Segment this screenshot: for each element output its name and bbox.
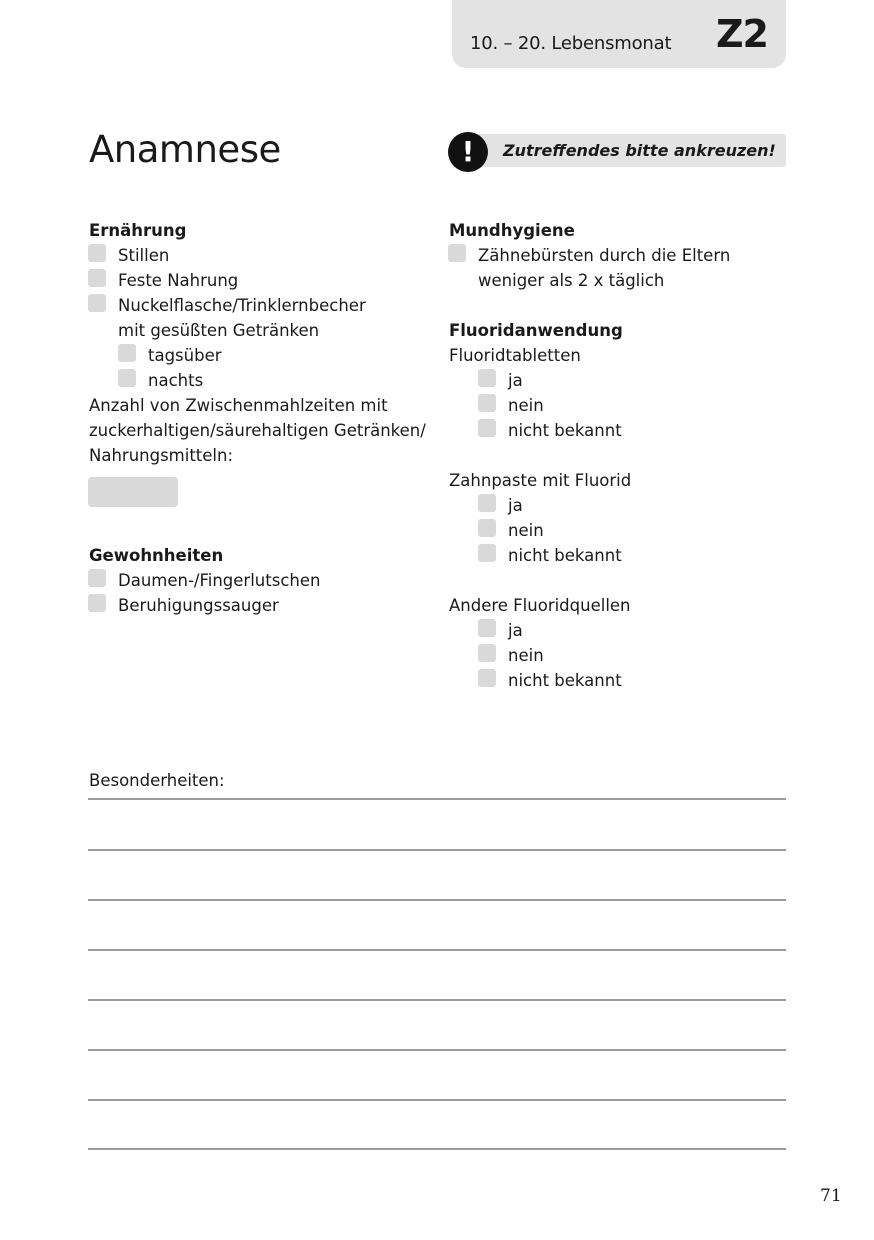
notes-line[interactable] <box>88 899 786 901</box>
checkbox-feste-nahrung[interactable] <box>88 269 106 287</box>
ernaehrung-heading: Ernährung <box>89 221 187 240</box>
checkbox-stillen[interactable] <box>88 244 106 262</box>
notes-line[interactable] <box>88 949 786 951</box>
label-nuckelflasche: Nuckelflasche/Trinklernbecher <box>118 296 366 315</box>
label-andere-nein: nein <box>508 646 544 665</box>
gewohnheiten-heading: Gewohnheiten <box>89 546 224 565</box>
label-zwischenmahlzeiten-1: Anzahl von Zwischenmahlzeiten mit <box>89 396 388 415</box>
label-tabletten-nicht-bekannt: nicht bekannt <box>508 421 622 440</box>
checkbox-andere-nicht-bekannt[interactable] <box>478 669 496 687</box>
label-zahnpaste-ja: ja <box>508 496 523 515</box>
page-number: 71 <box>820 1186 842 1206</box>
checkbox-zaehnebuersten[interactable] <box>448 244 466 262</box>
label-andere-nicht-bekannt: nicht bekannt <box>508 671 622 690</box>
label-tabletten-nein: nein <box>508 396 544 415</box>
label-fluoridtabletten: Fluoridtabletten <box>449 346 581 365</box>
label-besonderheiten: Besonderheiten: <box>89 771 225 790</box>
label-zahnpaste: Zahnpaste mit Fluorid <box>449 471 632 490</box>
notes-line[interactable] <box>88 999 786 1001</box>
label-tagsueber: tagsüber <box>148 346 222 365</box>
label-andere-fluoridquellen: Andere Fluoridquellen <box>449 596 631 615</box>
section-code: Z2 <box>716 12 768 56</box>
label-stillen: Stillen <box>118 246 170 265</box>
label-zahnpaste-nicht-bekannt: nicht bekannt <box>508 546 622 565</box>
label-nachts: nachts <box>148 371 204 390</box>
notes-line[interactable] <box>88 798 786 800</box>
checkbox-tabletten-nein[interactable] <box>478 394 496 412</box>
notes-line[interactable] <box>88 849 786 851</box>
checkbox-zahnpaste-nein[interactable] <box>478 519 496 537</box>
checkbox-tagsueber[interactable] <box>118 344 136 362</box>
label-daumenlutschen: Daumen-/Fingerlutschen <box>118 571 321 590</box>
label-zahnpaste-nein: nein <box>508 521 544 540</box>
page-title: Anamnese <box>89 128 281 171</box>
checkbox-zahnpaste-ja[interactable] <box>478 494 496 512</box>
notes-line[interactable] <box>88 1148 786 1150</box>
label-tabletten-ja: ja <box>508 371 523 390</box>
notice-banner <box>448 132 786 168</box>
checkbox-tabletten-ja[interactable] <box>478 369 496 387</box>
label-zaehnebuersten: Zähnebürsten durch die Eltern <box>478 246 731 265</box>
mundhygiene-heading: Mundhygiene <box>449 221 575 240</box>
checkbox-tabletten-nicht-bekannt[interactable] <box>478 419 496 437</box>
notice-text: Zutreffendes bitte ankreuzen! <box>503 141 776 160</box>
section-tab <box>452 0 786 68</box>
label-zaehnebuersten-cont: weniger als 2 x täglich <box>478 271 665 290</box>
checkbox-andere-nein[interactable] <box>478 644 496 662</box>
label-zwischenmahlzeiten-3: Nahrungsmitteln: <box>89 446 234 465</box>
label-nuckelflasche-cont: mit gesüßten Getränken <box>118 321 320 340</box>
checkbox-beruhigungssauger[interactable] <box>88 594 106 612</box>
label-zwischenmahlzeiten-2: zuckerhaltigen/säurehaltigen Getränken/ <box>89 421 426 440</box>
label-andere-ja: ja <box>508 621 523 640</box>
checkbox-nachts[interactable] <box>118 369 136 387</box>
checkbox-daumenlutschen[interactable] <box>88 569 106 587</box>
checkbox-andere-ja[interactable] <box>478 619 496 637</box>
exclamation-icon: ! <box>448 132 488 172</box>
checkbox-nuckelflasche[interactable] <box>88 294 106 312</box>
fluorid-heading: Fluoridanwendung <box>449 321 623 340</box>
label-beruhigungssauger: Beruhigungssauger <box>118 596 279 615</box>
label-feste-nahrung: Feste Nahrung <box>118 271 239 290</box>
age-period-label: 10. – 20. Lebensmonat <box>470 33 672 54</box>
notes-line[interactable] <box>88 1099 786 1101</box>
zwischenmahlzeiten-count-field[interactable] <box>88 477 178 507</box>
notes-line[interactable] <box>88 1049 786 1051</box>
checkbox-zahnpaste-nicht-bekannt[interactable] <box>478 544 496 562</box>
